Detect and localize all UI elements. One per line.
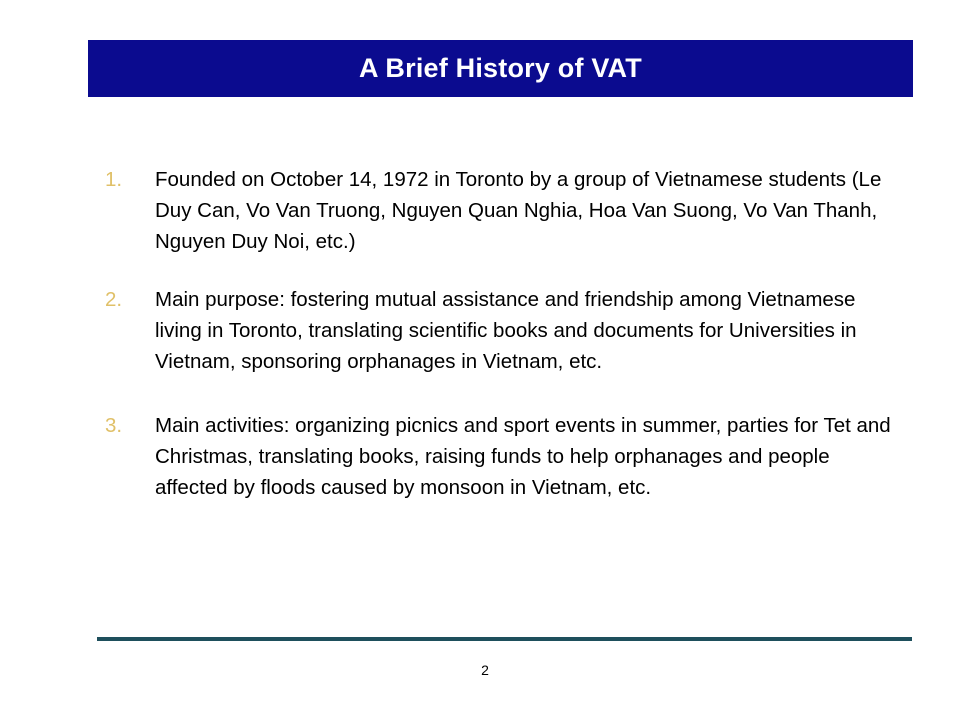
footer-divider (97, 637, 912, 641)
list-item-number: 2. (105, 288, 123, 311)
list-item-text: Main activities: organizing picnics and sport events in summer, parties for Tet and Christmas, translating books, raising funds to help orphanages and people affected by floods caused by monsoon in Vietnam, etc. (155, 414, 891, 499)
list-item (105, 164, 905, 257)
list-item-number: 1. (105, 168, 123, 191)
title-banner (88, 40, 913, 97)
list-item (105, 284, 905, 377)
list-item-number: 3. (105, 414, 123, 437)
list-item-text: Founded on October 14, 1972 in Toronto by a group of Vietnamese students (Le Duy Can, Vo Van Truong, Nguyen Quan Nghia, Hoa Van Suong, Vo Van Thanh, Nguyen Duy Noi, etc.) (155, 168, 882, 253)
list-item-text: Main purpose: fostering mutual assistance and friendship among Vietnamese living in Toronto, translating scientific books and documents for Universities in Vietnam, sponsoring orphanages in Vietnam, etc. (155, 288, 857, 373)
page-number: 2 (481, 662, 489, 678)
list-item (105, 410, 905, 503)
slide-title: A Brief History of VAT (359, 53, 642, 83)
content-list (105, 164, 905, 503)
